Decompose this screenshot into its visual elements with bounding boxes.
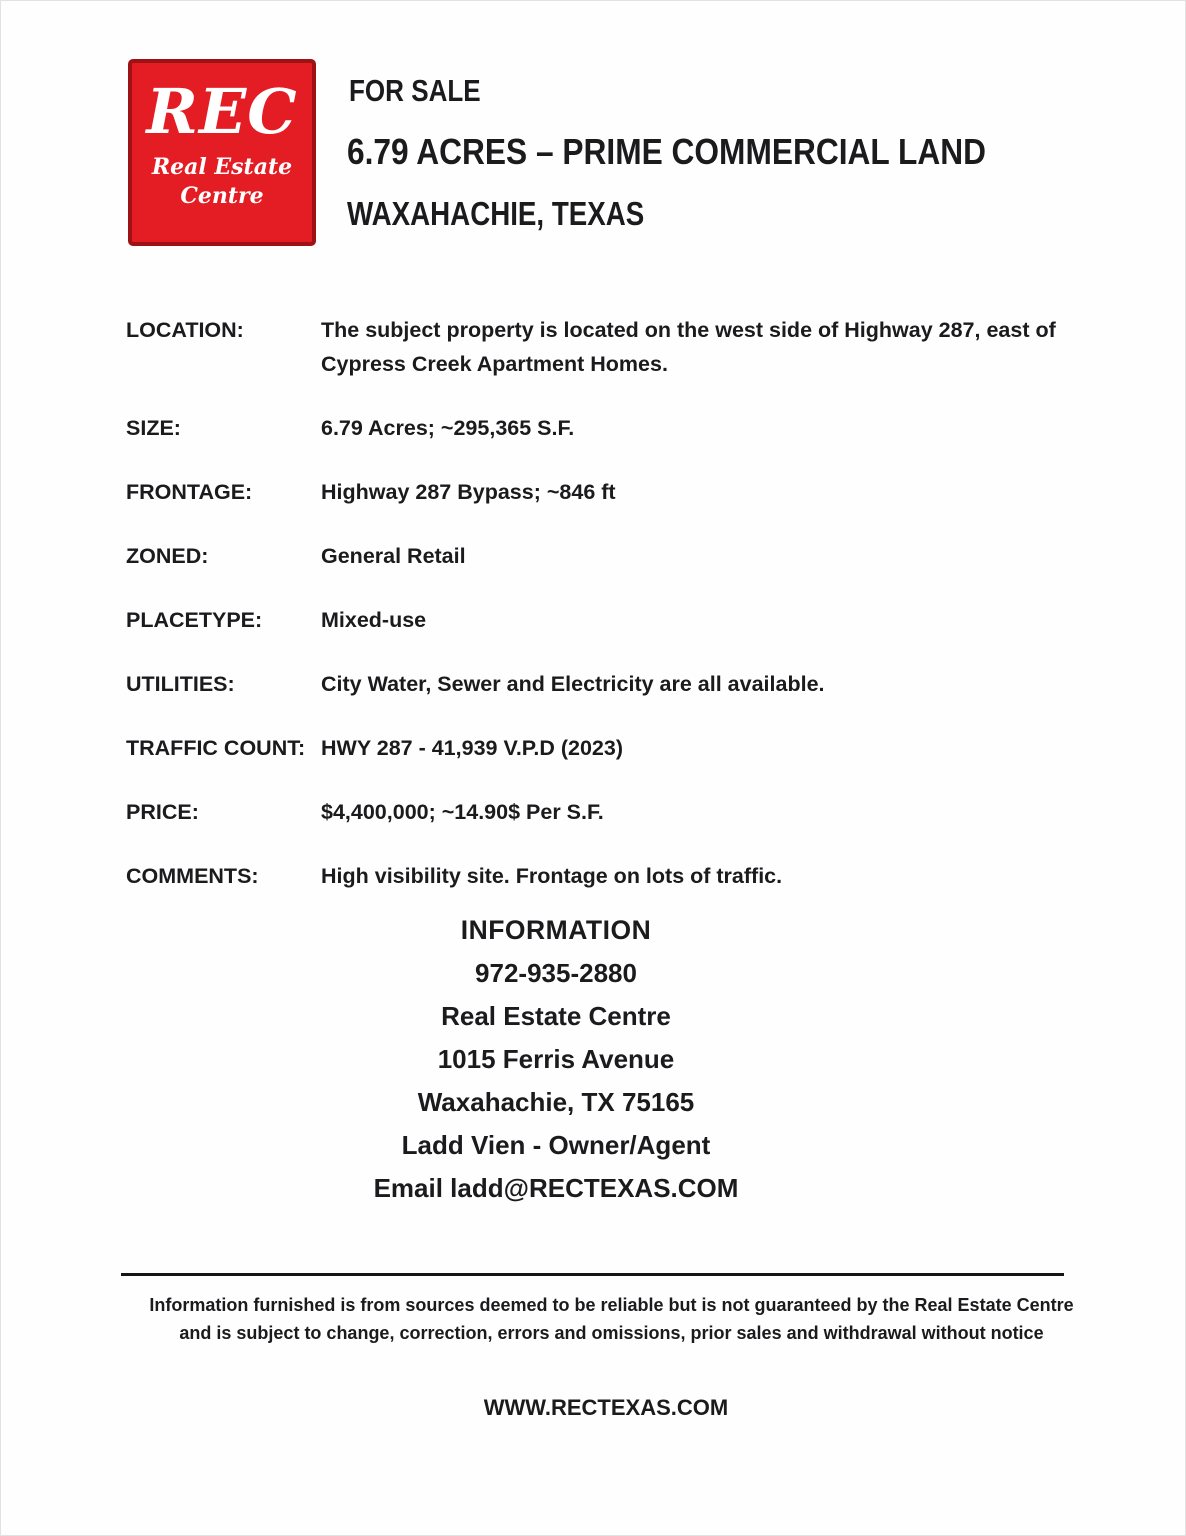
- page-title-text: 6.79 ACRES – PRIME COMMERCIAL LAND: [347, 131, 986, 172]
- contact-email: Email ladd@RECTEXAS.COM: [373, 1173, 739, 1203]
- contact-company: Real Estate Centre: [441, 1001, 671, 1031]
- contact-block: [1, 909, 1111, 1210]
- detail-value: Mixed-use: [321, 608, 427, 632]
- detail-row-size: [126, 411, 1074, 445]
- detail-label: UTILITIES:: [126, 672, 235, 696]
- detail-value: City Water, Sewer and Electricity are all available.: [321, 672, 825, 696]
- detail-row-traffic-count: [126, 731, 1074, 765]
- detail-value: 6.79 Acres; ~295,365 S.F.: [321, 416, 575, 440]
- detail-label: FRONTAGE:: [126, 480, 253, 504]
- detail-value: The subject property is located on the west side of Highway 287, east of Cypress Creek Apartment Homes.: [321, 318, 1056, 376]
- detail-label: COMMENTS:: [126, 864, 259, 888]
- detail-row-location: [126, 313, 1074, 381]
- detail-label: ZONED:: [126, 544, 209, 568]
- contact-phone: 972-935-2880: [475, 958, 637, 988]
- detail-row-frontage: [126, 475, 1074, 509]
- logo-name-line2: Centre: [180, 183, 264, 209]
- page-title: [347, 131, 1073, 172]
- page-subtitle: [347, 197, 701, 230]
- detail-value: Highway 287 Bypass; ~846 ft: [321, 480, 616, 504]
- website-url: WWW.RECTEXAS.COM: [483, 1395, 729, 1420]
- detail-value: General Retail: [321, 544, 466, 568]
- detail-label: TRAFFIC COUNT:: [126, 736, 306, 760]
- detail-row-zoned: [126, 539, 1074, 573]
- detail-value: HWY 287 - 41,939 V.P.D (2023): [321, 736, 623, 760]
- for-sale-label: [349, 75, 506, 106]
- detail-value: High visibility site. Frontage on lots of traffic.: [321, 864, 783, 888]
- contact-street: 1015 Ferris Avenue: [437, 1044, 675, 1074]
- contact-heading: INFORMATION: [460, 915, 652, 945]
- detail-row-utilities: [126, 667, 1074, 701]
- detail-label: SIZE:: [126, 416, 181, 440]
- contact-agent: Ladd Vien - Owner/Agent: [401, 1130, 711, 1160]
- page-subtitle-text: WAXAHACHIE, TEXAS: [347, 195, 645, 232]
- for-sale-text: FOR SALE: [349, 73, 481, 108]
- detail-value: $4,400,000; ~14.90$ Per S.F.: [321, 800, 604, 824]
- detail-row-placetype: [126, 603, 1074, 637]
- disclaimer-text: Information furnished is from sources deemed to be reliable but is not guaranteed by the Real Estate Centre and is subject to change, correction, errors and omissions, prior sales and withdrawal without notice: [149, 1295, 1074, 1343]
- divider-rule: [121, 1273, 1064, 1276]
- detail-row-price: [126, 795, 1074, 829]
- detail-row-comments: [126, 859, 1074, 893]
- logo-name-line1: Real Estate: [151, 154, 293, 180]
- contact-city: Waxahachie, TX 75165: [417, 1087, 695, 1117]
- detail-label: PLACETYPE:: [126, 608, 263, 632]
- detail-label: PRICE:: [126, 800, 199, 824]
- rec-logo: [128, 59, 316, 246]
- detail-label: LOCATION:: [126, 318, 244, 342]
- property-details: [126, 313, 1074, 923]
- logo-acronym: REC: [146, 75, 298, 148]
